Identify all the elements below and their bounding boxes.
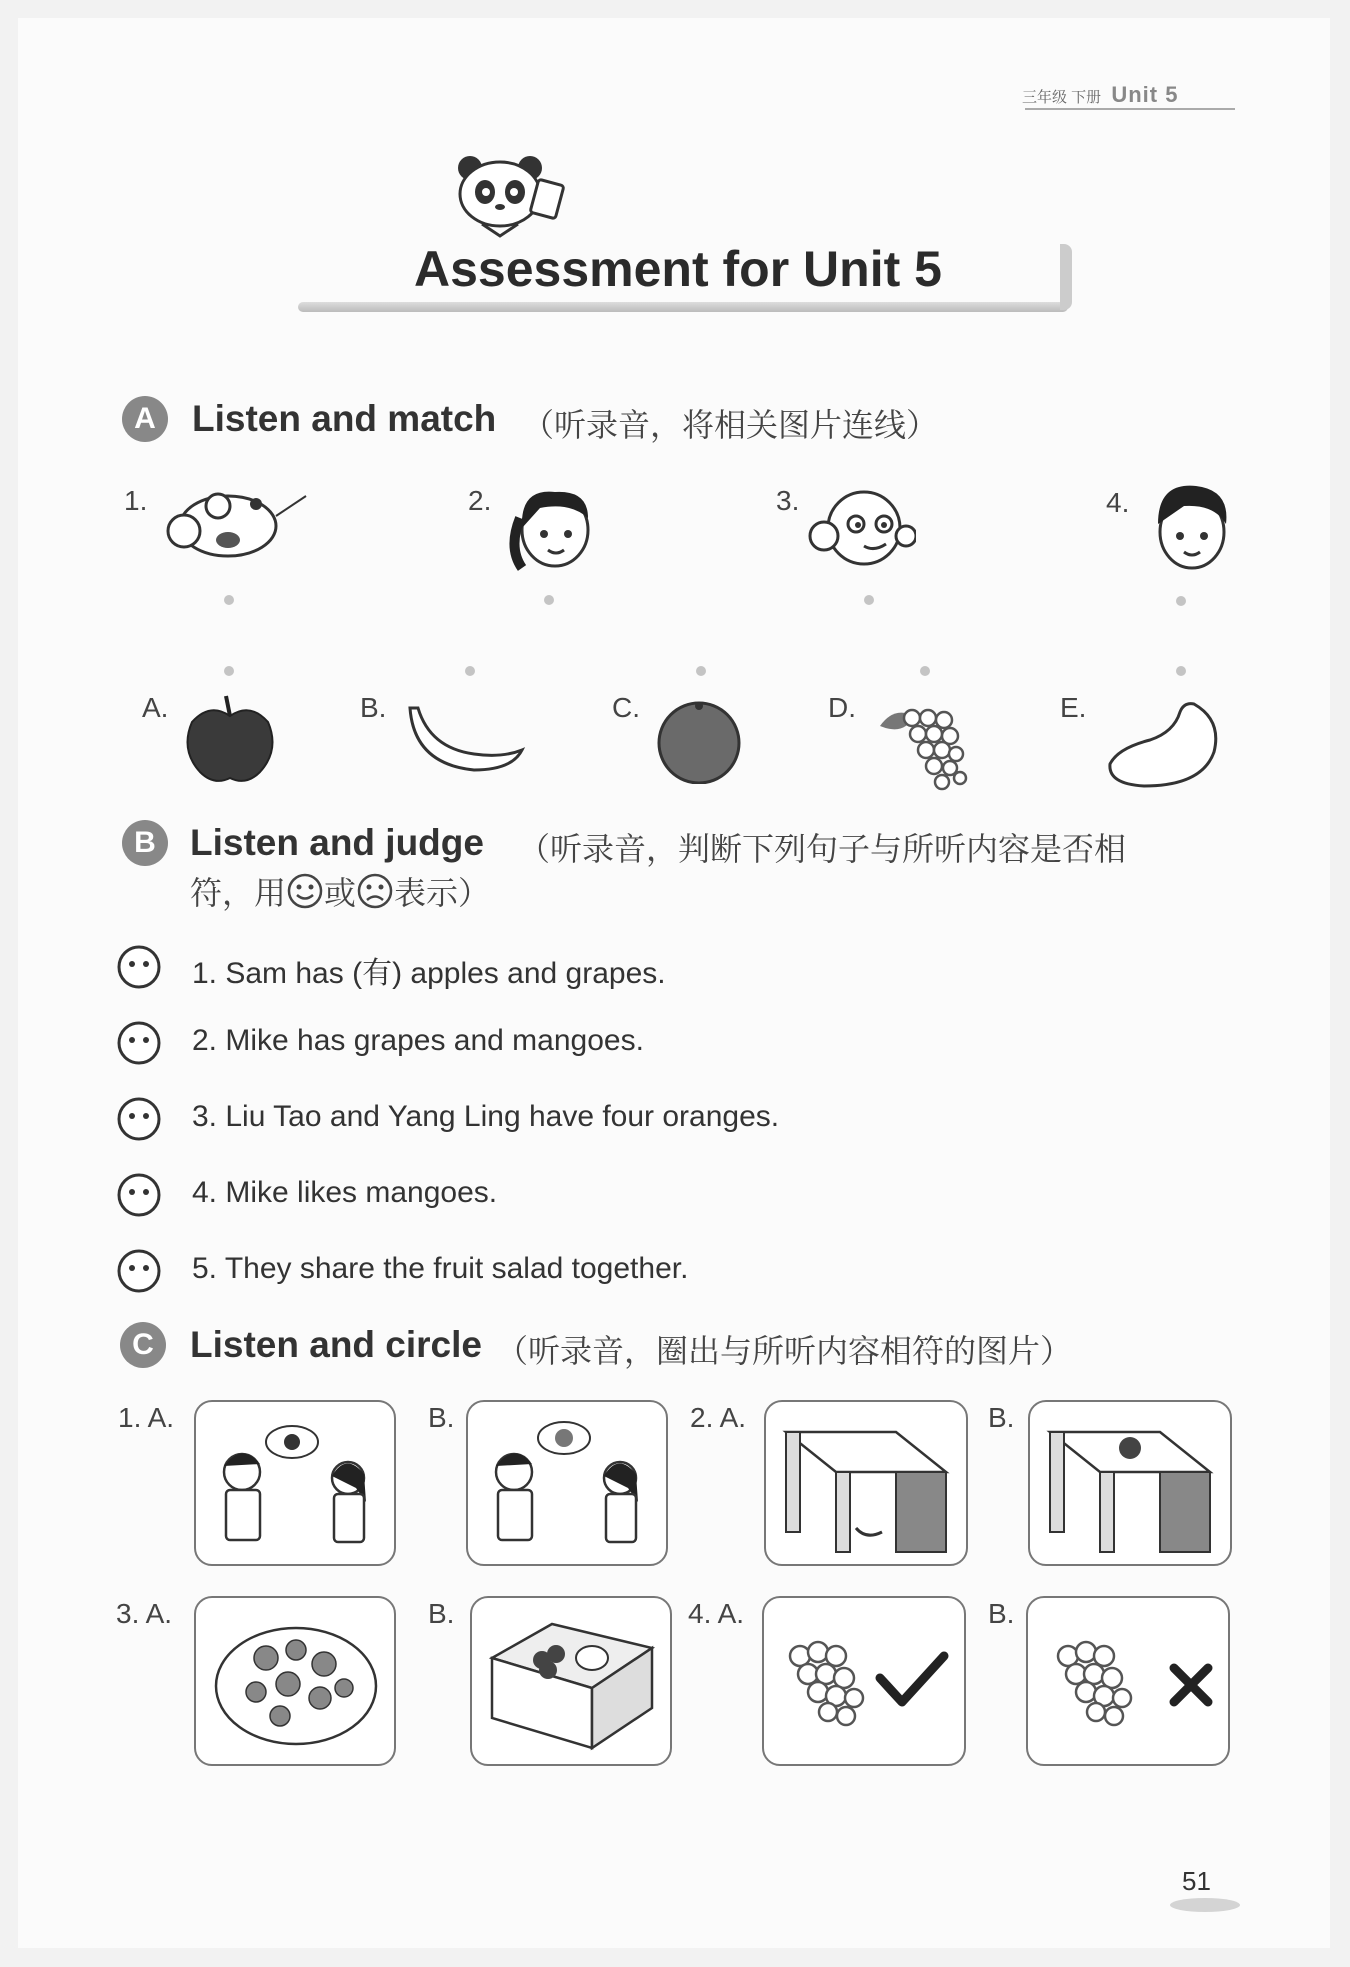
fruit-salad-bowl-icon (196, 1598, 394, 1764)
blank-face-icon[interactable] (116, 1172, 162, 1218)
match-dot-fruit-e[interactable] (1176, 666, 1186, 676)
circle-label-4b: B. (988, 1598, 1015, 1629)
fruit-e-label: E. (1060, 692, 1087, 723)
panda-mascot-icon (452, 152, 572, 242)
section-b-title: Listen and judge (190, 822, 484, 863)
page-number-decoration (1170, 1898, 1240, 1912)
picture-option-2b[interactable] (1028, 1400, 1232, 1566)
section-b-note-mid: 或 (324, 875, 357, 911)
person-2-label: 2. (468, 485, 492, 516)
section-a-note: （听录音，将相关图片连线） (522, 407, 939, 443)
judge-item-2: 2. Mike has grapes and mangoes. (192, 1024, 644, 1057)
match-dot-fruit-b[interactable] (465, 666, 475, 676)
section-c-badge: C (120, 1322, 166, 1368)
fruit-d-label: D. (828, 692, 856, 723)
circle-label-3b: B. (428, 1598, 455, 1629)
picture-option-3b[interactable] (470, 1596, 672, 1766)
section-b-badge: B (122, 820, 168, 866)
grade-label: 三年级 下册 (1022, 89, 1102, 106)
match-dot-fruit-c[interactable] (696, 666, 706, 676)
blank-face-icon[interactable] (116, 944, 162, 990)
page-title: Assessment for Unit 5 (414, 241, 942, 297)
picture-option-1a[interactable] (194, 1400, 396, 1566)
match-dot-person-1[interactable] (224, 595, 234, 605)
apple-icon (180, 694, 280, 786)
circle-label-1a: 1. A. (118, 1402, 175, 1433)
judge-item-4: 4. Mike likes mangoes. (192, 1176, 498, 1209)
banana-icon (404, 704, 528, 776)
person-1-label: 1. (124, 485, 148, 516)
section-c-note: （听录音，圈出与所听内容相符的图片） (496, 1333, 1073, 1369)
blank-face-icon[interactable] (116, 1248, 162, 1294)
grapes-with-check-icon (764, 1598, 964, 1764)
fruit-box-icon (472, 1598, 670, 1764)
picture-option-4a[interactable] (762, 1596, 966, 1766)
circle-label-2a: 2. A. (690, 1402, 747, 1433)
section-b-note-line1: （听录音，判断下列句子与所听内容是否相 (518, 831, 1127, 867)
grapes-icon (872, 698, 978, 792)
person-4-label: 4. (1106, 487, 1130, 518)
page-number: 51 (1182, 1866, 1211, 1896)
circle-label-3a: 3. A. (116, 1598, 173, 1629)
circle-label-4a: 4. A. (688, 1598, 745, 1629)
boy-character-icon (1140, 478, 1240, 578)
section-b-note-post: 表示） (394, 875, 491, 911)
grapes-with-cross-icon (1028, 1598, 1228, 1764)
sad-face-icon (356, 872, 394, 910)
judge-item-1: 1. Sam has (有) apples and grapes. (192, 957, 666, 990)
section-a-badge: A (122, 396, 168, 442)
circle-label-1b: B. (428, 1402, 455, 1433)
kids-thinking-apple-icon (196, 1402, 394, 1564)
title-underline-cap (1060, 244, 1072, 310)
mango-icon (1104, 698, 1222, 790)
orange-icon (654, 698, 744, 784)
picture-option-3a[interactable] (194, 1596, 396, 1766)
fruit-c-label: C. (612, 692, 640, 723)
header-divider (1025, 108, 1235, 110)
match-dot-person-3[interactable] (864, 595, 874, 605)
picture-option-2a[interactable] (764, 1400, 968, 1566)
match-dot-person-4[interactable] (1176, 596, 1186, 606)
kids-thinking-orange-icon (468, 1402, 666, 1564)
blank-face-icon[interactable] (116, 1020, 162, 1066)
match-dot-fruit-a[interactable] (224, 666, 234, 676)
section-b-note-pre: 符，用 (190, 875, 287, 911)
picture-option-4b[interactable] (1026, 1596, 1230, 1766)
circle-label-2b: B. (988, 1402, 1015, 1433)
mouse-character-icon (158, 476, 308, 576)
fruit-a-label: A. (142, 692, 169, 723)
match-dot-person-2[interactable] (544, 595, 554, 605)
desk-with-apple-icon (1030, 1402, 1230, 1564)
fruit-b-label: B. (360, 692, 387, 723)
match-dot-fruit-d[interactable] (920, 666, 930, 676)
title-underline (298, 302, 1068, 312)
girl-character-icon (500, 478, 600, 578)
unit-label: Unit 5 (1111, 82, 1179, 107)
person-3-label: 3. (776, 485, 800, 516)
header-tag (1022, 82, 1178, 108)
picture-option-1b[interactable] (466, 1400, 668, 1566)
blank-face-icon[interactable] (116, 1096, 162, 1142)
section-b-note-line2 (190, 868, 490, 914)
section-c-title: Listen and circle (190, 1324, 482, 1365)
judge-item-3: 3. Liu Tao and Yang Ling have four oranges. (192, 1100, 780, 1133)
section-a-title: Listen and match (192, 398, 497, 439)
monkey-character-icon (806, 478, 916, 578)
judge-item-5: 5. They share the fruit salad together. (192, 1252, 689, 1285)
desk-with-banana-icon (766, 1402, 966, 1564)
smiley-face-icon (286, 872, 324, 910)
